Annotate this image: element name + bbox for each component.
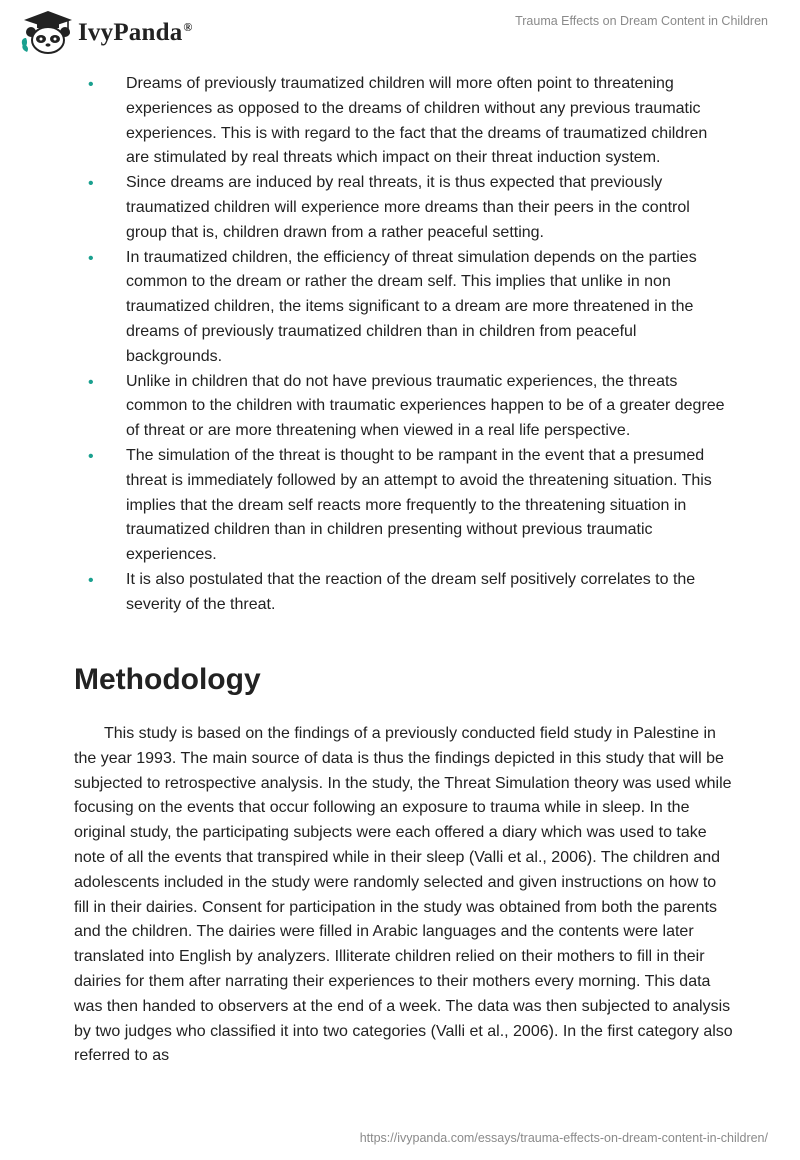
list-item bbox=[74, 568, 734, 618]
bullet-icon: • bbox=[88, 76, 94, 93]
brand-name: IvyPanda® bbox=[78, 19, 193, 46]
list-item-text: In traumatized children, the efficiency of threat simulation depends on the parties common to the dream or rather the dream self. This implies that unlike in non traumatized children, the items significant to a dream are more threatened in the dreams of previously traumatized children than in children from peaceful backgrounds. bbox=[126, 248, 697, 365]
ivypanda-logo[interactable] bbox=[18, 8, 238, 56]
list-item bbox=[74, 246, 734, 370]
page-header bbox=[0, 0, 800, 60]
bullet-icon: • bbox=[88, 373, 94, 391]
bullet-icon: • bbox=[88, 249, 94, 267]
source-url-link[interactable]: https://ivypanda.com/essays/trauma-effects-on-dream-content-in-children/ bbox=[359, 1131, 768, 1145]
registered-mark: ® bbox=[183, 19, 193, 34]
list-item bbox=[74, 72, 734, 171]
bullet-icon: • bbox=[88, 571, 94, 589]
section-heading: Methodology bbox=[74, 663, 261, 696]
list-item-text: Since dreams are induced by real threats, it is thus expected that previously traumatized children will experience more dreams than their peers in the control group that is, children drawn from a rather peaceful setting. bbox=[126, 174, 690, 241]
list-item bbox=[74, 444, 734, 568]
bullet-icon: • bbox=[88, 175, 94, 193]
methodology-paragraph: This study is based on the findings of a previously conducted field study in Palestine in the year 1993. The main source of data is thus the findings depicted in this study that will be subjected to retrospective analysis. In the study, the Threat Simulation theory was used while focusing on the events that occur following an exposure to trauma while in sleep. In the original study, the participating subjects were each offered a diary which was used to take note of all the events that transpired while in their sleep (Valli et al., 2006). The children and adolescents included in the study were randomly selected and given instructions on how to fill in their dairies. Consent for participation in the study was obtained from both the parents and the children. The dairies were filled in Arabic languages and the contents were later translated into English by analyzers. Illiterate children relied on their mothers to fill in their dairies for them after narrating their experiences to their mothers every morning. This data was then handed to observers at the end of a week. The data was then subjected to analysis by two judges who classified it into two categories (Valli et al., 2006). In the first category also referred to as bbox=[74, 725, 733, 1065]
list-item-text: The simulation of the threat is thought to be rampant in the event that a presumed threat is immediately followed by an attempt to avoid the threatening situation. This implies that the dream self reacts more frequently to the threatening situation in traumatized children than in children presenting without previous traumatic experiences. bbox=[126, 446, 712, 564]
list-item-text: It is also postulated that the reaction of the dream self positively correlates to the severity of the threat. bbox=[126, 570, 696, 613]
list-item-text: Dreams of previously traumatized children will more often point to threatening experiences as opposed to the dreams of children without any previous traumatic experiences. This is with regard to the fact that the dreams of traumatized children are stimulated by real threats which impact on their threat induction system. bbox=[126, 75, 708, 167]
panda-graduate-icon bbox=[18, 8, 74, 56]
list-item bbox=[74, 370, 734, 444]
document-title: Trauma Effects on Dream Content in Children bbox=[515, 14, 768, 28]
list-item-text: Unlike in children that do not have previous traumatic experiences, the threats common to the children with traumatic experiences happen to be of a greater degree of threat or are more threatening when viewed in a real life perspective. bbox=[126, 372, 725, 440]
list-item bbox=[74, 171, 734, 245]
hypotheses-list bbox=[74, 72, 734, 618]
bullet-icon: • bbox=[88, 447, 94, 465]
